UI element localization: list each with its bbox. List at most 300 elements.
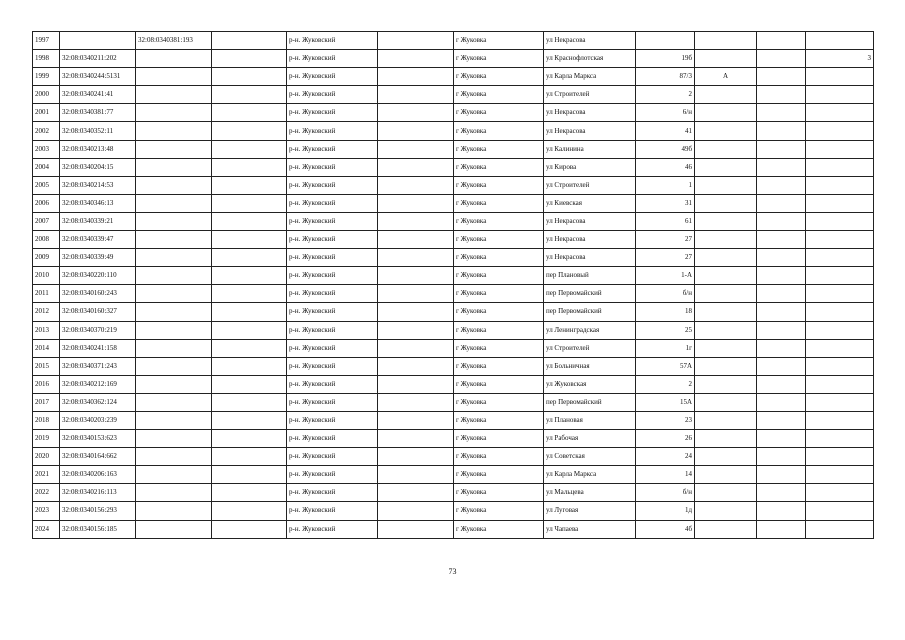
table-row: [33, 249, 874, 267]
cell-district: р-н. Жуковский: [287, 267, 378, 285]
table-row: [33, 466, 874, 484]
cell-district: р-н. Жуковский: [287, 231, 378, 249]
cell-extra: [806, 231, 874, 249]
cell-extra: [806, 411, 874, 429]
cell-city: г Жуковка: [454, 502, 544, 520]
cell-row-number: 2005: [33, 176, 60, 194]
cell-liter: [695, 212, 757, 230]
cell-house-number: 2: [636, 86, 695, 104]
cell-street: ул Некрасова: [544, 249, 636, 267]
cell-empty: [378, 411, 454, 429]
cell-liter: [695, 448, 757, 466]
cell-city: г Жуковка: [454, 375, 544, 393]
cell-cadastral-number-alt: [136, 520, 212, 538]
table-row: [33, 140, 874, 158]
cell-empty: [378, 104, 454, 122]
cell-empty: [212, 357, 287, 375]
cell-cadastral-number: 32:08:0340153:623: [60, 430, 136, 448]
cell-house-number: 2: [636, 375, 695, 393]
cell-house-number: 1г: [636, 339, 695, 357]
cell-district: р-н. Жуковский: [287, 122, 378, 140]
cell-district: р-н. Жуковский: [287, 393, 378, 411]
cell-empty: [378, 267, 454, 285]
cell-street: ул Киевская: [544, 194, 636, 212]
cell-cadastral-number-alt: [136, 140, 212, 158]
cell-empty: [212, 194, 287, 212]
cell-empty: [378, 303, 454, 321]
cell-liter: [695, 140, 757, 158]
cell-extra: [806, 375, 874, 393]
cell-cadastral-number: 32:08:0340204:15: [60, 158, 136, 176]
table-row: [33, 32, 874, 50]
cell-city: г Жуковка: [454, 122, 544, 140]
cell-empty: [757, 357, 806, 375]
cell-cadastral-number: 32:08:0340371:243: [60, 357, 136, 375]
cell-empty: [212, 321, 287, 339]
cell-street: ул Луговая: [544, 502, 636, 520]
cell-cadastral-number: 32:08:0340220:110: [60, 267, 136, 285]
cell-empty: [378, 393, 454, 411]
cell-cadastral-number: 32:08:0340241:41: [60, 86, 136, 104]
cell-liter: [695, 303, 757, 321]
cell-district: р-н. Жуковский: [287, 321, 378, 339]
cell-house-number: 4б: [636, 520, 695, 538]
table-row: [33, 194, 874, 212]
cell-street: ул Плановая: [544, 411, 636, 429]
cell-city: г Жуковка: [454, 448, 544, 466]
table-row: [33, 520, 874, 538]
table-row: [33, 212, 874, 230]
cell-empty: [378, 321, 454, 339]
cell-row-number: 2017: [33, 393, 60, 411]
cell-empty: [378, 140, 454, 158]
cell-empty: [212, 339, 287, 357]
cell-district: р-н. Жуковский: [287, 466, 378, 484]
cell-cadastral-number-alt: [136, 466, 212, 484]
cell-house-number: 27: [636, 231, 695, 249]
table-row: [33, 357, 874, 375]
cell-cadastral-number-alt: [136, 194, 212, 212]
cell-street: ул Советская: [544, 448, 636, 466]
table-row: [33, 68, 874, 86]
cell-row-number: 2012: [33, 303, 60, 321]
cell-empty: [212, 411, 287, 429]
cell-district: р-н. Жуковский: [287, 50, 378, 68]
cell-empty: [378, 375, 454, 393]
cell-empty: [378, 32, 454, 50]
cell-extra: [806, 448, 874, 466]
cell-extra: [806, 484, 874, 502]
cell-district: р-н. Жуковский: [287, 448, 378, 466]
cell-city: г Жуковка: [454, 212, 544, 230]
cell-city: г Жуковка: [454, 104, 544, 122]
cell-empty: [212, 122, 287, 140]
cell-empty: [378, 484, 454, 502]
cell-street: ул Ленинградская: [544, 321, 636, 339]
cell-cadastral-number: 32:08:0340381:77: [60, 104, 136, 122]
cell-empty: [212, 448, 287, 466]
cell-row-number: 1998: [33, 50, 60, 68]
cell-empty: [212, 68, 287, 86]
cell-cadastral-number: 32:08:0340213:48: [60, 140, 136, 158]
cell-street: ул Карла Маркса: [544, 466, 636, 484]
cell-cadastral-number: 32:08:0340211:202: [60, 50, 136, 68]
cell-liter: [695, 393, 757, 411]
cell-empty: [378, 357, 454, 375]
cell-city: г Жуковка: [454, 339, 544, 357]
cell-cadastral-number: 32:08:0340156:185: [60, 520, 136, 538]
cell-cadastral-number-alt: [136, 430, 212, 448]
cell-street: ул Строителей: [544, 339, 636, 357]
cell-street: пер Плановый: [544, 267, 636, 285]
cell-row-number: 2021: [33, 466, 60, 484]
cell-empty: [757, 68, 806, 86]
cell-empty: [378, 231, 454, 249]
cell-street: пер Первомайский: [544, 303, 636, 321]
cell-street: ул Жуковская: [544, 375, 636, 393]
cell-row-number: 1999: [33, 68, 60, 86]
cell-liter: [695, 86, 757, 104]
cell-city: г Жуковка: [454, 321, 544, 339]
table-row: [33, 176, 874, 194]
cell-row-number: 1997: [33, 32, 60, 50]
cell-empty: [212, 158, 287, 176]
cell-liter: [695, 267, 757, 285]
cell-district: р-н. Жуковский: [287, 68, 378, 86]
cell-house-number: 19б: [636, 50, 695, 68]
cell-liter: [695, 339, 757, 357]
cell-district: р-н. Жуковский: [287, 502, 378, 520]
cell-district: р-н. Жуковский: [287, 285, 378, 303]
cell-cadastral-number: 32:08:0340352:11: [60, 122, 136, 140]
cell-district: р-н. Жуковский: [287, 520, 378, 538]
cell-liter: [695, 520, 757, 538]
cell-district: р-н. Жуковский: [287, 32, 378, 50]
cell-city: г Жуковка: [454, 393, 544, 411]
cell-house-number: 46: [636, 158, 695, 176]
cell-cadastral-number: 32:08:0340164:662: [60, 448, 136, 466]
table-row: [33, 411, 874, 429]
cell-city: г Жуковка: [454, 303, 544, 321]
cell-street: ул Некрасова: [544, 231, 636, 249]
cell-empty: [212, 176, 287, 194]
cell-empty: [757, 176, 806, 194]
cell-empty: [757, 158, 806, 176]
cell-cadastral-number-alt: [136, 231, 212, 249]
cell-row-number: 2016: [33, 375, 60, 393]
cell-empty: [378, 212, 454, 230]
cell-row-number: 2014: [33, 339, 60, 357]
cell-empty: [757, 122, 806, 140]
cell-district: р-н. Жуковский: [287, 104, 378, 122]
cell-extra: [806, 303, 874, 321]
cell-cadastral-number-alt: 32:08:0340381:193: [136, 32, 212, 50]
cell-city: г Жуковка: [454, 411, 544, 429]
cell-house-number: 24: [636, 448, 695, 466]
cell-liter: [695, 411, 757, 429]
cell-extra: [806, 466, 874, 484]
table-row: [33, 303, 874, 321]
cell-city: г Жуковка: [454, 267, 544, 285]
cell-extra: [806, 339, 874, 357]
cell-district: р-н. Жуковский: [287, 158, 378, 176]
table-row: [33, 122, 874, 140]
cell-empty: [212, 32, 287, 50]
cell-cadastral-number-alt: [136, 86, 212, 104]
cell-house-number: 1д: [636, 502, 695, 520]
table-row: [33, 104, 874, 122]
cell-empty: [378, 339, 454, 357]
cell-extra: 3: [806, 50, 874, 68]
cell-empty: [378, 448, 454, 466]
cell-extra: [806, 194, 874, 212]
cell-empty: [212, 520, 287, 538]
cell-street: ул Чапаева: [544, 520, 636, 538]
cell-liter: [695, 375, 757, 393]
cell-district: р-н. Жуковский: [287, 411, 378, 429]
cell-house-number: 61: [636, 212, 695, 230]
cell-city: г Жуковка: [454, 86, 544, 104]
cell-empty: [212, 249, 287, 267]
cell-city: г Жуковка: [454, 32, 544, 50]
cell-district: р-н. Жуковский: [287, 212, 378, 230]
cell-cadastral-number: 32:08:0340216:113: [60, 484, 136, 502]
cell-cadastral-number-alt: [136, 484, 212, 502]
cell-cadastral-number-alt: [136, 50, 212, 68]
cell-street: ул Краснофлотская: [544, 50, 636, 68]
cell-empty: [757, 86, 806, 104]
cell-house-number: 1: [636, 176, 695, 194]
cell-liter: [695, 321, 757, 339]
cell-cadastral-number-alt: [136, 357, 212, 375]
cell-extra: [806, 158, 874, 176]
cell-city: г Жуковка: [454, 68, 544, 86]
cell-row-number: 2023: [33, 502, 60, 520]
cell-empty: [757, 303, 806, 321]
cell-liter: [695, 430, 757, 448]
table-row: [33, 502, 874, 520]
cell-cadastral-number: 32:08:0340362:124: [60, 393, 136, 411]
cell-district: р-н. Жуковский: [287, 249, 378, 267]
cell-house-number: 49б: [636, 140, 695, 158]
cell-cadastral-number: 32:08:0340241:158: [60, 339, 136, 357]
cell-street: ул Строителей: [544, 86, 636, 104]
cell-cadastral-number: 32:08:0340339:49: [60, 249, 136, 267]
cell-city: г Жуковка: [454, 50, 544, 68]
cell-city: г Жуковка: [454, 249, 544, 267]
cell-empty: [378, 466, 454, 484]
cell-empty: [212, 430, 287, 448]
cell-empty: [757, 502, 806, 520]
table-row: [33, 393, 874, 411]
cell-liter: [695, 50, 757, 68]
cell-house-number: 57А: [636, 357, 695, 375]
cell-empty: [378, 502, 454, 520]
cell-row-number: 2001: [33, 104, 60, 122]
cell-house-number: 6/н: [636, 104, 695, 122]
cell-empty: [378, 68, 454, 86]
cell-row-number: 2002: [33, 122, 60, 140]
cell-cadastral-number-alt: [136, 502, 212, 520]
cell-row-number: 2019: [33, 430, 60, 448]
cell-empty: [378, 430, 454, 448]
cell-empty: [378, 520, 454, 538]
cell-empty: [757, 104, 806, 122]
cell-house-number: 15А: [636, 393, 695, 411]
table-row: [33, 231, 874, 249]
cell-city: г Жуковка: [454, 466, 544, 484]
address-registry-table: [32, 31, 874, 539]
cell-empty: [378, 194, 454, 212]
cell-street: пер Первомайский: [544, 285, 636, 303]
cell-row-number: 2006: [33, 194, 60, 212]
cell-house-number: 14: [636, 466, 695, 484]
cell-cadastral-number: 32:08:0340212:169: [60, 375, 136, 393]
cell-empty: [378, 176, 454, 194]
cell-empty: [212, 484, 287, 502]
cell-street: ул Некрасова: [544, 212, 636, 230]
cell-liter: [695, 484, 757, 502]
cell-house-number: 18: [636, 303, 695, 321]
cell-district: р-н. Жуковский: [287, 430, 378, 448]
cell-row-number: 2015: [33, 357, 60, 375]
cell-street: ул Некрасова: [544, 104, 636, 122]
cell-row-number: 2024: [33, 520, 60, 538]
cell-cadastral-number-alt: [136, 411, 212, 429]
cell-extra: [806, 176, 874, 194]
cell-row-number: 2007: [33, 212, 60, 230]
cell-street: ул Строителей: [544, 176, 636, 194]
cell-street: ул Мальцева: [544, 484, 636, 502]
cell-empty: [757, 32, 806, 50]
cell-district: р-н. Жуковский: [287, 357, 378, 375]
cell-empty: [757, 267, 806, 285]
cell-cadastral-number-alt: [136, 448, 212, 466]
cell-extra: [806, 122, 874, 140]
cell-cadastral-number: 32:08:0340160:243: [60, 285, 136, 303]
cell-house-number: [636, 32, 695, 50]
cell-empty: [212, 502, 287, 520]
cell-house-number: 1-А: [636, 267, 695, 285]
cell-house-number: 87/3: [636, 68, 695, 86]
cell-liter: [695, 285, 757, 303]
cell-district: р-н. Жуковский: [287, 194, 378, 212]
table-row: [33, 86, 874, 104]
cell-row-number: 2008: [33, 231, 60, 249]
cell-cadastral-number-alt: [136, 375, 212, 393]
cell-row-number: 2022: [33, 484, 60, 502]
cell-extra: [806, 68, 874, 86]
cell-empty: [757, 393, 806, 411]
cell-row-number: 2011: [33, 285, 60, 303]
cell-house-number: 23: [636, 411, 695, 429]
cell-liter: А: [695, 68, 757, 86]
cell-cadastral-number-alt: [136, 176, 212, 194]
cell-city: г Жуковка: [454, 357, 544, 375]
cell-row-number: 2013: [33, 321, 60, 339]
cell-row-number: 2004: [33, 158, 60, 176]
cell-empty: [212, 466, 287, 484]
cell-liter: [695, 249, 757, 267]
cell-empty: [757, 249, 806, 267]
cell-empty: [378, 285, 454, 303]
cell-cadastral-number: 32:08:0340339:47: [60, 231, 136, 249]
cell-district: р-н. Жуковский: [287, 140, 378, 158]
cell-empty: [757, 50, 806, 68]
cell-city: г Жуковка: [454, 194, 544, 212]
cell-cadastral-number-alt: [136, 104, 212, 122]
cell-extra: [806, 267, 874, 285]
table-row: [33, 158, 874, 176]
cell-district: р-н. Жуковский: [287, 375, 378, 393]
cell-cadastral-number-alt: [136, 285, 212, 303]
cell-house-number: 31: [636, 194, 695, 212]
cell-liter: [695, 357, 757, 375]
cell-extra: [806, 502, 874, 520]
cell-cadastral-number-alt: [136, 393, 212, 411]
cell-extra: [806, 393, 874, 411]
cell-empty: [212, 104, 287, 122]
table-row: [33, 484, 874, 502]
cell-cadastral-number-alt: [136, 267, 212, 285]
cell-empty: [757, 375, 806, 393]
cell-row-number: 2009: [33, 249, 60, 267]
cell-cadastral-number: 32:08:0340244:5131: [60, 68, 136, 86]
cell-liter: [695, 231, 757, 249]
table-row: [33, 448, 874, 466]
cell-row-number: 2010: [33, 267, 60, 285]
cell-extra: [806, 357, 874, 375]
cell-liter: [695, 104, 757, 122]
cell-empty: [378, 122, 454, 140]
registry-table-body: [33, 32, 874, 539]
cell-empty: [757, 321, 806, 339]
cell-street: ул Некрасова: [544, 122, 636, 140]
cell-row-number: 2003: [33, 140, 60, 158]
cell-district: р-н. Жуковский: [287, 339, 378, 357]
cell-cadastral-number-alt: [136, 321, 212, 339]
cell-street: ул Некрасова: [544, 32, 636, 50]
cell-city: г Жуковка: [454, 520, 544, 538]
cell-cadastral-number: [60, 32, 136, 50]
cell-city: г Жуковка: [454, 484, 544, 502]
cell-row-number: 2000: [33, 86, 60, 104]
cell-empty: [757, 484, 806, 502]
table-row: [33, 321, 874, 339]
cell-empty: [378, 50, 454, 68]
table-row: [33, 375, 874, 393]
cell-house-number: 41: [636, 122, 695, 140]
cell-house-number: 26: [636, 430, 695, 448]
cell-empty: [212, 393, 287, 411]
cell-extra: [806, 285, 874, 303]
cell-liter: [695, 122, 757, 140]
cell-empty: [757, 411, 806, 429]
cell-empty: [212, 50, 287, 68]
cell-city: г Жуковка: [454, 430, 544, 448]
cell-row-number: 2020: [33, 448, 60, 466]
cell-liter: [695, 466, 757, 484]
cell-cadastral-number-alt: [136, 212, 212, 230]
cell-cadastral-number: 32:08:0340203:239: [60, 411, 136, 429]
cell-cadastral-number-alt: [136, 303, 212, 321]
cell-empty: [378, 86, 454, 104]
table-row: [33, 50, 874, 68]
cell-empty: [757, 140, 806, 158]
cell-extra: [806, 321, 874, 339]
cell-extra: [806, 212, 874, 230]
cell-liter: [695, 32, 757, 50]
